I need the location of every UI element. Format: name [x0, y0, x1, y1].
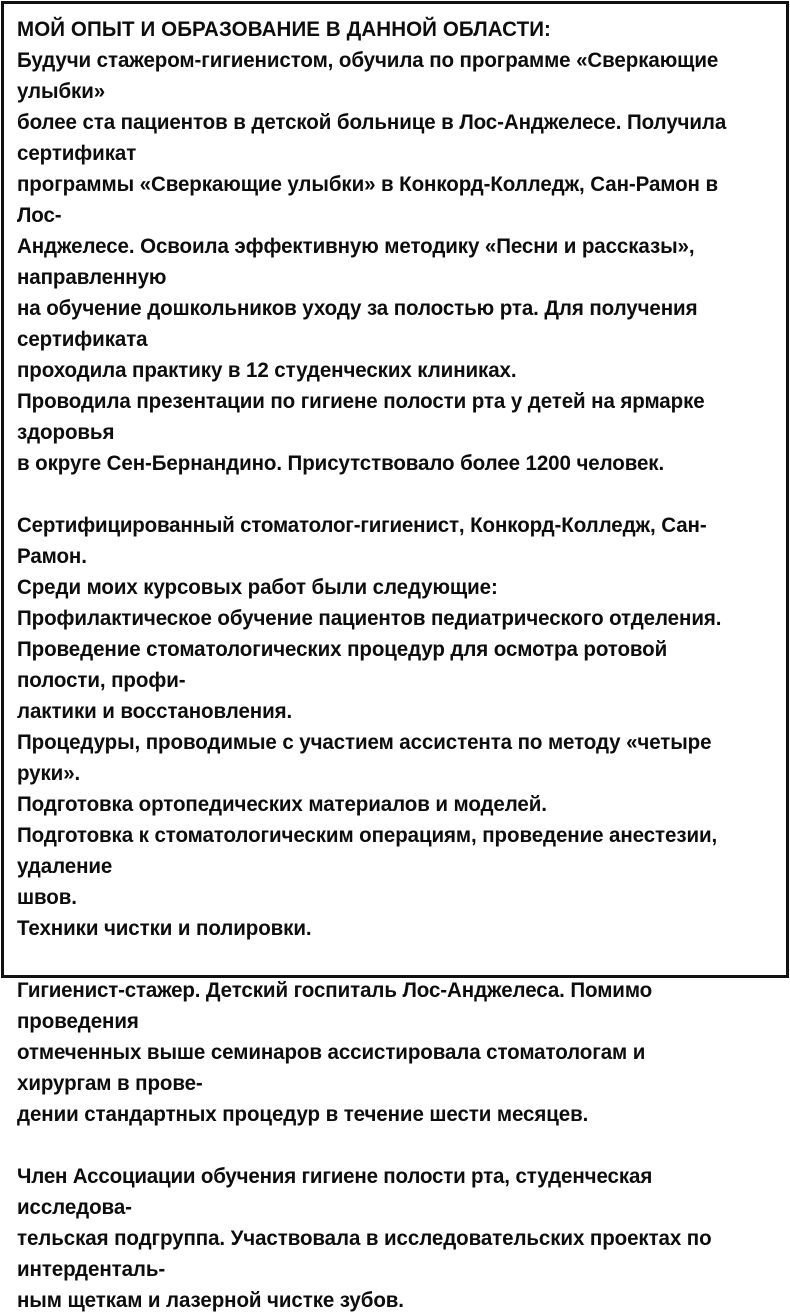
section-association-member	[17, 1161, 768, 1316]
paragraph-line: Подготовка к стоматологическим операциям, проведение анестезии, удаление	[17, 823, 723, 878]
paragraph-line: Будучи стажером-гигиенистом, обучила по программе «Сверкающие улыбки»	[17, 48, 724, 103]
section-trainee-hygienist	[17, 975, 768, 1130]
paragraph-line: Профилактическое обучение пациентов педиатрического отделения.	[17, 606, 722, 630]
paragraph-line: лактики и восстановления.	[17, 699, 293, 723]
paragraph-line: швов.	[17, 885, 77, 909]
paragraph-line: Анджелесе. Освоила эффективную методику «Песни и рассказы», направленную	[17, 234, 701, 289]
paragraph-line: Подготовка ортопедических материалов и моделей.	[17, 792, 547, 816]
paragraph-line: Процедуры, проводимые с участием ассистента по методу «четыре руки».	[17, 730, 718, 785]
entry-title-strong: Член Ассоциации обучения гигиене полости рта	[17, 1164, 505, 1188]
entry-title-strong: Сертифицированный стоматолог-гигиенист	[17, 513, 459, 537]
paragraph-line: на обучение дошкольников уходу за полостью рта. Для получения сертификата	[17, 296, 704, 351]
paragraph-line: дении стандартных процедур в течение шести месяцев.	[17, 1102, 589, 1126]
section-experience-education	[17, 14, 768, 479]
paragraph-line: программы «Сверкающие улыбки» в Конкорд-Колледж, Сан-Рамон в Лос-	[17, 172, 724, 227]
entry-title-rest: Детский госпиталь Лос-Анджелеса. Помимо проведения	[17, 978, 658, 1033]
paragraph-line: проходила практику в 12 студенческих клиниках.	[17, 358, 517, 382]
entry-title-strong: Гигиенист-стажер.	[17, 978, 201, 1002]
entry-title-line	[17, 975, 734, 1037]
entry-title-line	[17, 510, 734, 572]
paragraph-line: более ста пациентов в детской больнице в Лос-Анджелесе. Получила сертификат	[17, 110, 732, 165]
paragraph-line: Проведение стоматологических процедур для осмотра ротовой полости, профи-	[17, 637, 673, 692]
paragraph-line: тельская подгруппа. Участвовала в исследовательских проектах по интерденталь-	[17, 1226, 718, 1281]
entry-title-rest: , студенческая исследова-	[17, 1164, 658, 1219]
paragraph-line: Среди моих курсовых работ были следующие:	[17, 575, 498, 599]
section-certified-hygienist	[17, 510, 768, 944]
entry-title-line	[17, 1161, 734, 1223]
paragraph-line: Проводила презентации по гигиене полости рта у детей на ярмарке здоровья	[17, 389, 711, 444]
paragraph-line: ным щеткам и лазерной чистке зубов.	[17, 1288, 404, 1312]
entry-title-rest: , Конкорд-Колледж, Сан-Рамон.	[17, 513, 707, 568]
paragraph-line: отмеченных выше семинаров ассистировала стоматологам и хирургам в прове-	[17, 1040, 651, 1095]
paragraph-line: Техники чистки и полировки.	[17, 916, 312, 940]
paragraph-line: в округе Сен-Бернандино. Присутствовало более 1200 человек.	[17, 451, 665, 475]
page-title: МОЙ ОПЫТ И ОБРАЗОВАНИЕ В ДАННОЙ ОБЛАСТИ:	[17, 17, 552, 41]
